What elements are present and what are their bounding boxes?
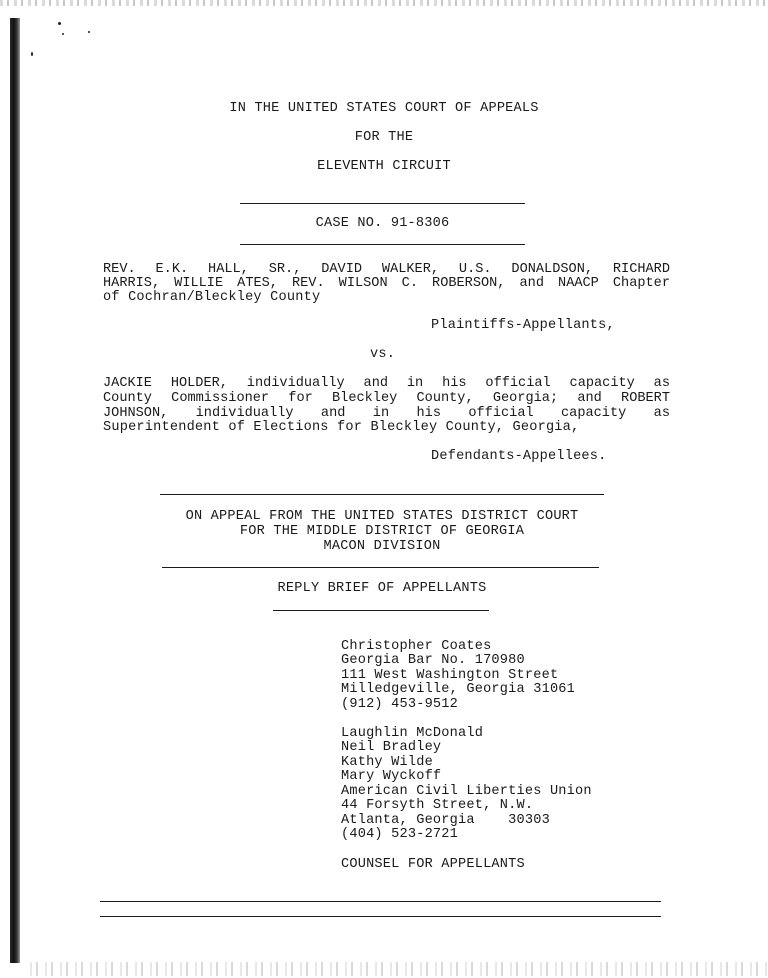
divider <box>240 244 525 245</box>
scan-speck <box>62 33 64 35</box>
plaintiffs-line: REV. E.K. HALL, SR., DAVID WALKER, U.S. DONALDSON, RICHARD <box>103 262 670 277</box>
scan-speck <box>88 31 90 33</box>
divider <box>162 567 599 568</box>
counsel-line: Mary Wyckoff <box>341 769 442 784</box>
court-heading-line-2: FOR THE <box>354 130 414 145</box>
defendants-line: JACKIE HOLDER, individually and in his official capacity as <box>103 376 670 391</box>
versus: vs. <box>370 347 396 362</box>
counsel-label: COUNSEL FOR APPELLANTS <box>341 857 525 872</box>
appeal-line: FOR THE MIDDLE DISTRICT OF GEORGIA <box>239 524 525 539</box>
plaintiffs-line: of Cochran/Bleckley County <box>103 290 321 305</box>
counsel-line: American Civil Liberties Union <box>341 784 592 799</box>
appeal-line: ON APPEAL FROM THE UNITED STATES DISTRICT COURT <box>185 509 579 524</box>
defendants-line: JOHNSON, individually and in his official capacity as <box>103 406 670 421</box>
counsel-line: Laughlin McDonald <box>341 726 484 741</box>
scan-speck <box>58 22 61 25</box>
court-heading-line-3: ELEVENTH CIRCUIT <box>317 159 451 174</box>
counsel-line: Milledgeville, Georgia 31061 <box>341 682 576 697</box>
counsel-line: 44 Forsyth Street, N.W. <box>341 798 534 813</box>
scan-speck <box>31 52 33 56</box>
plaintiffs-role: Plaintiffs-Appellants, <box>431 318 615 333</box>
divider <box>100 916 661 917</box>
counsel-line: Neil Bradley <box>341 740 442 755</box>
counsel-line: 111 West Washington Street <box>341 668 559 683</box>
defendants-line: County Commissioner for Bleckley County, Georgia; and ROBERT <box>103 391 670 406</box>
counsel-line: (404) 523-2721 <box>341 827 459 842</box>
divider <box>273 610 489 611</box>
counsel-line: Atlanta, Georgia 30303 <box>341 813 550 828</box>
plaintiffs-line: HARRIS, WILLIE ATES, REV. WILSON C. ROBERSON, and NAACP Chapter <box>103 276 670 291</box>
counsel-line: (912) 453-9512 <box>341 697 459 712</box>
counsel-line: Georgia Bar No. 170980 <box>341 653 525 668</box>
scan-edge-top <box>0 0 768 6</box>
scan-edge-left <box>10 18 20 963</box>
divider <box>160 494 604 495</box>
counsel-line: Kathy Wilde <box>341 755 433 770</box>
court-heading-line-1: IN THE UNITED STATES COURT OF APPEALS <box>229 101 539 116</box>
defendants-line: Superintendent of Elections for Bleckley County, Georgia, <box>103 420 580 435</box>
case-number: CASE NO. 91-8306 <box>315 216 450 231</box>
brief-title: REPLY BRIEF OF APPELLANTS <box>277 581 487 596</box>
scan-edge-bottom <box>30 962 768 976</box>
divider <box>240 203 525 204</box>
counsel-line: Christopher Coates <box>341 639 492 654</box>
defendants-role: Defendants-Appellees. <box>431 449 607 464</box>
divider <box>100 901 661 902</box>
appeal-line: MACON DIVISION <box>323 539 441 554</box>
